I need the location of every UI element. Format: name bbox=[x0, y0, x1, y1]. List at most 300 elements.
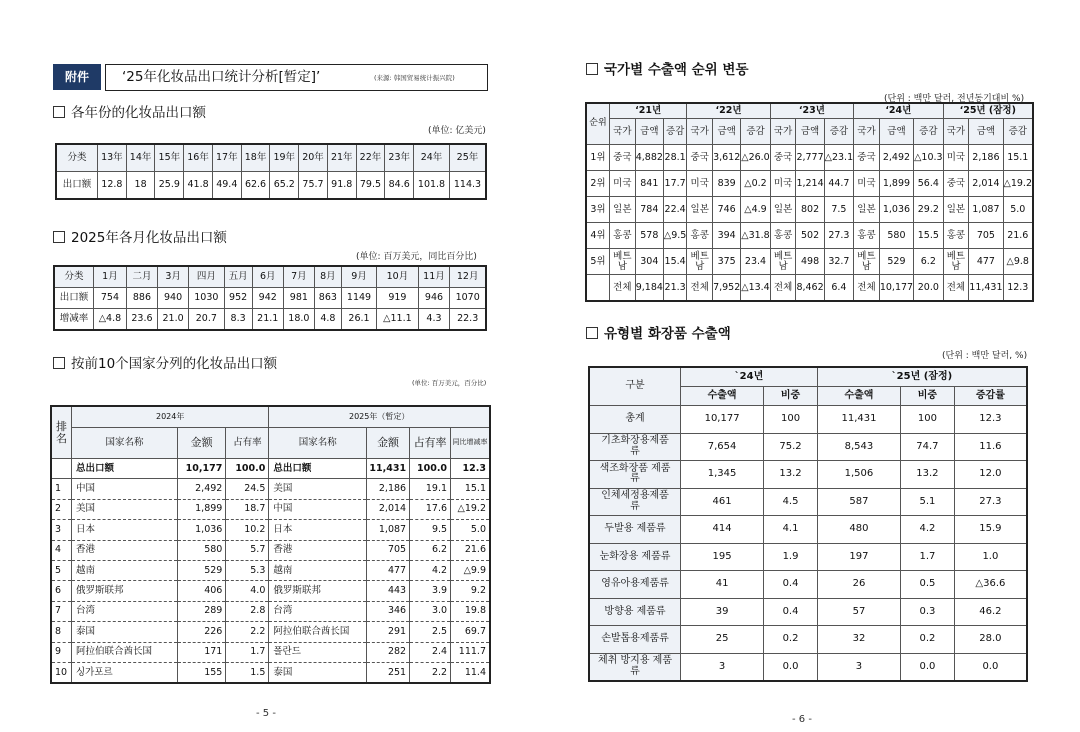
amount-cell: 784 bbox=[635, 197, 663, 223]
country-name: 중국 bbox=[854, 145, 880, 171]
table-cell: △4.8 bbox=[94, 309, 127, 331]
export-cell: 10,177 bbox=[681, 406, 764, 434]
table-row bbox=[589, 543, 1027, 571]
table-row bbox=[51, 662, 490, 683]
change-cell: △19.2 bbox=[1003, 171, 1033, 197]
category-name: 방향용 제품류 bbox=[589, 598, 681, 626]
rank-cell: 5위 bbox=[586, 249, 610, 275]
checkbox-square-icon bbox=[53, 357, 65, 369]
share-cell: 10.2 bbox=[226, 520, 269, 540]
table-row bbox=[51, 601, 490, 621]
page-number: - 5 - bbox=[256, 708, 276, 719]
year-header: `25년 (잠정) bbox=[817, 367, 1027, 387]
column-header: 국가 bbox=[943, 119, 969, 145]
share-cell: 5.3 bbox=[226, 560, 269, 580]
table-cell: 49.4 bbox=[212, 172, 241, 200]
change-cell: 20.0 bbox=[914, 275, 943, 302]
column-header: 증감 bbox=[824, 119, 853, 145]
country-name: 일본 bbox=[854, 197, 880, 223]
share-cell: 2.2 bbox=[226, 622, 269, 642]
column-header: 국가 bbox=[770, 119, 796, 145]
top10-unit: (单位: 百万美元，百分比) bbox=[412, 379, 487, 387]
table-header-row bbox=[56, 144, 486, 172]
year-header: 16年 bbox=[184, 144, 213, 172]
share-cell: 3.0 bbox=[410, 601, 451, 621]
export-cell: 3 bbox=[681, 653, 764, 681]
amount-cell: 251 bbox=[367, 662, 410, 683]
country-name: 越南 bbox=[269, 560, 367, 580]
column-header: 금액 bbox=[796, 119, 824, 145]
amount-cell: 10,177 bbox=[178, 459, 226, 479]
country-name: 베트남 bbox=[687, 249, 713, 275]
year-header: ‘24년 bbox=[854, 103, 943, 119]
amount-cell: 2,492 bbox=[879, 145, 913, 171]
yoy-cell: 9.2 bbox=[451, 581, 490, 601]
table-cell: 62.6 bbox=[241, 172, 270, 200]
table-row bbox=[51, 540, 490, 560]
table-row bbox=[51, 560, 490, 580]
amount-cell: 1,036 bbox=[178, 520, 226, 540]
country-name: 미국 bbox=[854, 171, 880, 197]
table-cell: 1149 bbox=[341, 288, 376, 309]
column-header: 국가 bbox=[610, 119, 636, 145]
rank-cell: 8 bbox=[51, 622, 71, 642]
rank-cell: 10 bbox=[51, 662, 71, 683]
table-header-row bbox=[586, 103, 1033, 119]
top10-country-table bbox=[50, 405, 491, 684]
change-cell: 17.7 bbox=[663, 171, 686, 197]
growth-cell: △36.6 bbox=[954, 571, 1027, 599]
country-name: 홍콩 bbox=[854, 223, 880, 249]
change-cell: △10.3 bbox=[914, 145, 943, 171]
country-name: 香港 bbox=[269, 540, 367, 560]
column-header: 비중 bbox=[764, 387, 818, 406]
table-row bbox=[589, 516, 1027, 544]
country-name: 홍콩 bbox=[610, 223, 636, 249]
change-cell: △9.8 bbox=[1003, 249, 1033, 275]
column-header: 증감 bbox=[741, 119, 770, 145]
share-cell: 13.2 bbox=[901, 461, 955, 489]
country-name: 베트남 bbox=[770, 249, 796, 275]
table-row bbox=[589, 488, 1027, 516]
share-cell: 4.2 bbox=[901, 516, 955, 544]
column-header: 증감 bbox=[663, 119, 686, 145]
share-cell: 1.7 bbox=[901, 543, 955, 571]
rank-header: 순위 bbox=[586, 103, 610, 145]
export-cell: 1,506 bbox=[817, 461, 900, 489]
year-header: 14年 bbox=[126, 144, 155, 172]
amount-cell: 226 bbox=[178, 622, 226, 642]
month-header: 1月 bbox=[94, 266, 127, 288]
table-row bbox=[589, 433, 1027, 461]
country-name: 美国 bbox=[71, 499, 177, 519]
table-header-row bbox=[589, 367, 1027, 387]
rank-header: 排名 bbox=[51, 406, 71, 459]
change-cell: 27.3 bbox=[824, 223, 853, 249]
table-row bbox=[586, 223, 1033, 249]
column-header: 金额 bbox=[367, 428, 410, 459]
amount-cell: 375 bbox=[713, 249, 741, 275]
share-cell: 100.0 bbox=[226, 459, 269, 479]
column-header: 占有率 bbox=[226, 428, 269, 459]
yoy-cell: 12.3 bbox=[451, 459, 490, 479]
export-cell: 57 bbox=[817, 598, 900, 626]
table-cell: 101.8 bbox=[414, 172, 450, 200]
table-row bbox=[589, 598, 1027, 626]
amount-cell: 10,177 bbox=[879, 275, 913, 302]
table-cell: 946 bbox=[418, 288, 450, 309]
month-header: 11月 bbox=[418, 266, 450, 288]
share-cell: 3.9 bbox=[410, 581, 451, 601]
change-cell: 15.5 bbox=[914, 223, 943, 249]
page-number: - 6 - bbox=[792, 714, 812, 725]
rank-cell: 3 bbox=[51, 520, 71, 540]
month-header: 8月 bbox=[314, 266, 341, 288]
table-cell: 20.7 bbox=[189, 309, 224, 331]
amount-cell: 291 bbox=[367, 622, 410, 642]
table-cell: 952 bbox=[224, 288, 252, 309]
export-cell: 461 bbox=[681, 488, 764, 516]
country-name: 阿拉伯联合酋长国 bbox=[71, 642, 177, 662]
export-cell: 11,431 bbox=[817, 406, 900, 434]
amount-cell: 4,882 bbox=[635, 145, 663, 171]
total-row bbox=[51, 459, 490, 479]
amount-cell: 705 bbox=[969, 223, 1003, 249]
table-header-row bbox=[54, 266, 486, 288]
country-name: 泰国 bbox=[71, 622, 177, 642]
amount-cell: 2,014 bbox=[969, 171, 1003, 197]
export-cell: 8,543 bbox=[817, 433, 900, 461]
column-header: 수출액 bbox=[817, 387, 900, 406]
rank-cell: 2위 bbox=[586, 171, 610, 197]
yoy-cell: 19.8 bbox=[451, 601, 490, 621]
change-cell: 44.7 bbox=[824, 171, 853, 197]
amount-cell: 1,087 bbox=[969, 197, 1003, 223]
year-header: ‘21년 bbox=[610, 103, 687, 119]
month-header: 二月 bbox=[126, 266, 157, 288]
country-name: 总出口额 bbox=[269, 459, 367, 479]
country-name: 越南 bbox=[71, 560, 177, 580]
table-cell: 26.1 bbox=[341, 309, 376, 331]
type-section-title: 유형별 화장품 수출액 bbox=[586, 322, 731, 342]
country-name: 베트남 bbox=[610, 249, 636, 275]
year-header: ‘23년 bbox=[770, 103, 853, 119]
table-header-row bbox=[586, 119, 1033, 145]
export-cell: 41 bbox=[681, 571, 764, 599]
country-name: 중국 bbox=[943, 171, 969, 197]
year-header: 24年 bbox=[414, 144, 450, 172]
month-header: 6月 bbox=[252, 266, 283, 288]
table-cell: 18 bbox=[126, 172, 155, 200]
column-header: 구분 bbox=[589, 367, 681, 406]
checkbox-square-icon bbox=[586, 327, 598, 339]
yoy-cell: 69.7 bbox=[451, 622, 490, 642]
country-name: 阿拉伯联合酋长国 bbox=[269, 622, 367, 642]
share-cell: 9.5 bbox=[410, 520, 451, 540]
change-cell: 22.4 bbox=[663, 197, 686, 223]
growth-cell: 1.0 bbox=[954, 543, 1027, 571]
annual-section-title: 各年份的化妆品出口额 bbox=[53, 101, 206, 121]
country-name: 일본 bbox=[687, 197, 713, 223]
table-row bbox=[586, 171, 1033, 197]
rank-cell: 6 bbox=[51, 581, 71, 601]
export-cell: 480 bbox=[817, 516, 900, 544]
export-cell: 39 bbox=[681, 598, 764, 626]
yoy-cell: △9.9 bbox=[451, 560, 490, 580]
yoy-cell: 5.0 bbox=[451, 520, 490, 540]
rank-cell: 7 bbox=[51, 601, 71, 621]
category-name: 총계 bbox=[589, 406, 681, 434]
table-cell: 12.8 bbox=[98, 172, 127, 200]
month-header: 9月 bbox=[341, 266, 376, 288]
share-cell: 4.0 bbox=[226, 581, 269, 601]
share-cell: 2.5 bbox=[410, 622, 451, 642]
share-cell: 100 bbox=[764, 406, 818, 434]
column-header: 금액 bbox=[713, 119, 741, 145]
change-cell: 6.2 bbox=[914, 249, 943, 275]
rank-cell bbox=[51, 459, 71, 479]
change-cell: 56.4 bbox=[914, 171, 943, 197]
month-header: 7月 bbox=[283, 266, 314, 288]
amount-cell: 304 bbox=[635, 249, 663, 275]
change-cell: △0.2 bbox=[741, 171, 770, 197]
amount-cell: 580 bbox=[178, 540, 226, 560]
share-cell: 5.7 bbox=[226, 540, 269, 560]
share-cell: 4.2 bbox=[410, 560, 451, 580]
year-header: 23年 bbox=[385, 144, 414, 172]
amount-cell: 1,087 bbox=[367, 520, 410, 540]
table-cell: △11.1 bbox=[377, 309, 418, 331]
table-row bbox=[586, 145, 1033, 171]
country-name: 中国 bbox=[71, 479, 177, 499]
amount-cell: 529 bbox=[178, 560, 226, 580]
column-header: 金额 bbox=[178, 428, 226, 459]
share-cell: 2.4 bbox=[410, 642, 451, 662]
month-header: 五月 bbox=[224, 266, 252, 288]
table-row bbox=[589, 571, 1027, 599]
country-name: 전체 bbox=[770, 275, 796, 302]
country-name: 전체 bbox=[687, 275, 713, 302]
country-name: 홍콩 bbox=[687, 223, 713, 249]
export-cell: 197 bbox=[817, 543, 900, 571]
amount-cell: 346 bbox=[367, 601, 410, 621]
category-name: 눈화장용 제품류 bbox=[589, 543, 681, 571]
table-cell: 21.1 bbox=[252, 309, 283, 331]
export-cell: 25 bbox=[681, 626, 764, 654]
row-label: 增减率 bbox=[54, 309, 94, 331]
column-header: 증감 bbox=[914, 119, 943, 145]
table-cell: 942 bbox=[252, 288, 283, 309]
table-cell: 114.3 bbox=[449, 172, 486, 200]
export-cell: 3 bbox=[817, 653, 900, 681]
amount-cell: 155 bbox=[178, 662, 226, 683]
country-name: 미국 bbox=[943, 145, 969, 171]
share-cell: 0.4 bbox=[764, 571, 818, 599]
growth-cell: 0.0 bbox=[954, 653, 1027, 681]
amount-cell: 8,462 bbox=[796, 275, 824, 302]
table-row bbox=[589, 461, 1027, 489]
change-cell: 29.2 bbox=[914, 197, 943, 223]
month-header: 10月 bbox=[377, 266, 418, 288]
share-cell: 4.1 bbox=[764, 516, 818, 544]
share-cell: 24.5 bbox=[226, 479, 269, 499]
table-cell: 8.3 bbox=[224, 309, 252, 331]
table-row bbox=[51, 642, 490, 662]
country-name: 台湾 bbox=[269, 601, 367, 621]
month-header: 四月 bbox=[189, 266, 224, 288]
change-cell: △9.5 bbox=[663, 223, 686, 249]
table-row bbox=[586, 275, 1033, 302]
category-name: 인체세정용제품류 bbox=[589, 488, 681, 516]
table-cell: 4.3 bbox=[418, 309, 450, 331]
year-header: ‘22년 bbox=[687, 103, 770, 119]
rank-cell: 5 bbox=[51, 560, 71, 580]
category-name: 기초화장용제품류 bbox=[589, 433, 681, 461]
amount-cell: 1,899 bbox=[879, 171, 913, 197]
amount-cell: 498 bbox=[796, 249, 824, 275]
row-label: 分类 bbox=[56, 144, 98, 172]
table-header-row bbox=[51, 428, 490, 459]
export-cell: 195 bbox=[681, 543, 764, 571]
year-header: 18年 bbox=[241, 144, 270, 172]
country-name: 홍콩 bbox=[770, 223, 796, 249]
rank-cell: 3위 bbox=[586, 197, 610, 223]
rank-cell: 1위 bbox=[586, 145, 610, 171]
export-cell: 32 bbox=[817, 626, 900, 654]
type-unit: (단위 : 백만 달러, %) bbox=[942, 351, 1028, 361]
doc-title: ‘25年化妆品出口统计分析[暂定]’ bbox=[122, 69, 321, 85]
growth-cell: 11.6 bbox=[954, 433, 1027, 461]
amount-cell: 839 bbox=[713, 171, 741, 197]
share-cell: 0.5 bbox=[901, 571, 955, 599]
share-cell: 1.5 bbox=[226, 662, 269, 683]
country-unit: (단위 : 백만 달러, 전년동기대비 %) bbox=[884, 94, 1025, 104]
table-cell: 940 bbox=[158, 288, 189, 309]
share-cell: 100.0 bbox=[410, 459, 451, 479]
country-name: 俄罗斯联邦 bbox=[269, 581, 367, 601]
column-header: 占有率 bbox=[410, 428, 451, 459]
yoy-cell: △19.2 bbox=[451, 499, 490, 519]
table-cell: 886 bbox=[126, 288, 157, 309]
table-cell: 25.9 bbox=[155, 172, 184, 200]
amount-cell: 11,431 bbox=[367, 459, 410, 479]
column-header: 금액 bbox=[879, 119, 913, 145]
amount-cell: 282 bbox=[367, 642, 410, 662]
share-cell: 0.0 bbox=[901, 653, 955, 681]
table-row bbox=[586, 249, 1033, 275]
change-cell: 21.3 bbox=[663, 275, 686, 302]
share-cell: 74.7 bbox=[901, 433, 955, 461]
share-cell: 13.2 bbox=[764, 461, 818, 489]
year-header: 25年 bbox=[449, 144, 486, 172]
column-header: 수출액 bbox=[681, 387, 764, 406]
top10-section-title: 按前10个国家分列的化妆品出口额 bbox=[53, 352, 277, 372]
table-row bbox=[51, 499, 490, 519]
country-name: 일본 bbox=[943, 197, 969, 223]
table-cell: 41.8 bbox=[184, 172, 213, 200]
amount-cell: 11,431 bbox=[969, 275, 1003, 302]
table-row bbox=[589, 626, 1027, 654]
change-cell: 32.7 bbox=[824, 249, 853, 275]
amount-cell: 2,492 bbox=[178, 479, 226, 499]
country-name: 泰国 bbox=[269, 662, 367, 683]
table-cell: 754 bbox=[94, 288, 127, 309]
year-header: 21年 bbox=[327, 144, 356, 172]
change-cell: △31.8 bbox=[741, 223, 770, 249]
amount-cell: 9,184 bbox=[635, 275, 663, 302]
table-cell: 91.8 bbox=[327, 172, 356, 200]
monthly-export-table bbox=[53, 265, 487, 331]
right-page bbox=[540, 0, 1080, 732]
month-header: 3月 bbox=[158, 266, 189, 288]
share-cell: 2.2 bbox=[410, 662, 451, 683]
table-row bbox=[51, 479, 490, 499]
export-cell: 26 bbox=[817, 571, 900, 599]
amount-cell: 2,186 bbox=[367, 479, 410, 499]
country-name: 베트남 bbox=[943, 249, 969, 275]
change-cell: 5.0 bbox=[1003, 197, 1033, 223]
rank-cell: 1 bbox=[51, 479, 71, 499]
type-export-table bbox=[588, 366, 1028, 682]
growth-cell: 12.0 bbox=[954, 461, 1027, 489]
table-header-row bbox=[51, 406, 490, 428]
table-cell: 863 bbox=[314, 288, 341, 309]
country-name: 중국 bbox=[610, 145, 636, 171]
country-name: 미국 bbox=[770, 171, 796, 197]
checkbox-square-icon bbox=[53, 231, 65, 243]
change-cell: 28.1 bbox=[663, 145, 686, 171]
country-name: 미국 bbox=[610, 171, 636, 197]
amount-cell: 289 bbox=[178, 601, 226, 621]
change-cell: 7.5 bbox=[824, 197, 853, 223]
country-name: 전체 bbox=[854, 275, 880, 302]
growth-cell: 15.9 bbox=[954, 516, 1027, 544]
amount-cell: 477 bbox=[367, 560, 410, 580]
rank-cell: 2 bbox=[51, 499, 71, 519]
table-cell: 22.3 bbox=[450, 309, 486, 331]
share-cell: 100 bbox=[901, 406, 955, 434]
column-header: 국가 bbox=[854, 119, 880, 145]
category-name: 영유아용제품류 bbox=[589, 571, 681, 599]
table-cell: 919 bbox=[377, 288, 418, 309]
amount-cell: 406 bbox=[178, 581, 226, 601]
table-cell: 23.6 bbox=[126, 309, 157, 331]
amount-cell: 1,214 bbox=[796, 171, 824, 197]
table-row bbox=[56, 172, 486, 200]
amount-cell: 802 bbox=[796, 197, 824, 223]
change-cell: 6.4 bbox=[824, 275, 853, 302]
amount-cell: 529 bbox=[879, 249, 913, 275]
country-name: 일본 bbox=[770, 197, 796, 223]
amount-cell: 394 bbox=[713, 223, 741, 249]
table-row bbox=[54, 288, 486, 309]
share-cell: 0.0 bbox=[764, 653, 818, 681]
change-cell: △4.9 bbox=[741, 197, 770, 223]
share-cell: 1.9 bbox=[764, 543, 818, 571]
year-header: 20年 bbox=[299, 144, 328, 172]
country-name: 폴란드 bbox=[269, 642, 367, 662]
year-header: 17年 bbox=[212, 144, 241, 172]
country-name: 중국 bbox=[687, 145, 713, 171]
amount-cell: 171 bbox=[178, 642, 226, 662]
share-cell: 17.6 bbox=[410, 499, 451, 519]
table-cell: 981 bbox=[283, 288, 314, 309]
amount-cell: 1,899 bbox=[178, 499, 226, 519]
country-name: 香港 bbox=[71, 540, 177, 560]
change-cell: △26.0 bbox=[741, 145, 770, 171]
yoy-cell: 21.6 bbox=[451, 540, 490, 560]
share-cell: 19.1 bbox=[410, 479, 451, 499]
